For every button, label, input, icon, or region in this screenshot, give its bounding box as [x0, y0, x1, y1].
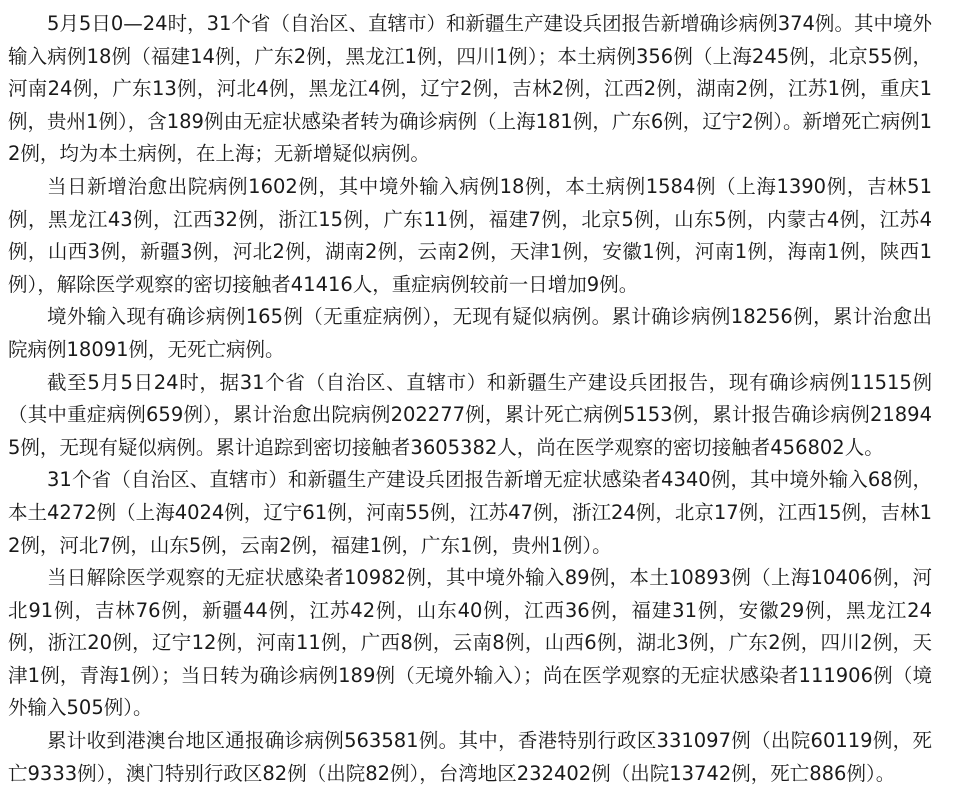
paragraph-new-confirmed-cases: 5月5日0—24时，31个省（自治区、直辖市）和新疆生产建设兵团报告新增确诊病例374例。其中境外输入病例18例（福建14例，广东2例，黑龙江1例，四川1例）；本土病例356例（上海245例，北京55例，河南24例，广东13例，河北4例，黑龙江4例，辽宁2例，吉林2例，江西2例，湖南2例，江苏1例，重庆1例，贵州1例），含189例由无症状感染者转为确诊病例（上海181例，广东6例，辽宁2例）。新增死亡病例12例，均为本土病例，在上海；无新增疑似病例。	[8, 12, 932, 166]
paragraph-recovered-discharged: 当日新增治愈出院病例1602例，其中境外输入病例18例，本土病例1584例（上海1390例，吉林51例，黑龙江43例，江西32例，浙江15例，广东11例，福建7例，北京5例，山东5例，内蒙古4例，江苏4例，山西3例，新疆3例，河北2例，湖南2例，云南2例，天津1例，安徽1例，河南1例，海南1例，陕西1例），解除医学观察的密切接触者41416人，重症病例较前一日增加9例。	[8, 174, 932, 296]
paragraph-asymptomatic-released: 当日解除医学观察的无症状感染者10982例，其中境外输入89例，本土10893例（上海10406例，河北91例，吉林76例，新疆44例，江苏42例，山东40例，江西36例，福建31例，安徽29例，黑龙江24例，浙江20例，辽宁12例，河南11例，广西8例，云南8例，山西6例，湖北3例，广东2例，四川2例，天津1例，青海1例）；当日转为确诊病例189例（无境外输入）；尚在医学观察的无症状感染者111906例（境外输入505例）。	[8, 566, 932, 720]
paragraph-hk-macao-taiwan: 累计收到港澳台地区通报确诊病例563581例。其中，香港特别行政区331097例（出院60119例，死亡9333例），澳门特别行政区82例（出院82例），台湾地区232402例（出院13742例，死亡886例）。	[8, 729, 932, 785]
paragraph-new-asymptomatic: 31个省（自治区、直辖市）和新疆生产建设兵团报告新增无症状感染者4340例，其中境外输入68例，本土4272例（上海4024例，辽宁61例，河南55例，江苏47例，浙江24例，北京17例，江西15例，吉林12例，河北7例，山东5例，云南2例，福建1例，广东1例，贵州1例）。	[8, 468, 932, 557]
news-article-body	[8, 8, 932, 790]
paragraph-cumulative-totals: 截至5月5日24时，据31个省（自治区、直辖市）和新疆生产建设兵团报告，现有确诊病例11515例（其中重症病例659例），累计治愈出院病例202277例，累计死亡病例5153例，累计报告确诊病例218945例，无现有疑似病例。累计追踪到密切接触者3605382人，尚在医学观察的密切接触者456802人。	[8, 370, 932, 459]
paragraph-imported-cases-status: 境外输入现有确诊病例165例（无重症病例），无现有疑似病例。累计确诊病例18256例，累计治愈出院病例18091例，无死亡病例。	[8, 305, 932, 361]
